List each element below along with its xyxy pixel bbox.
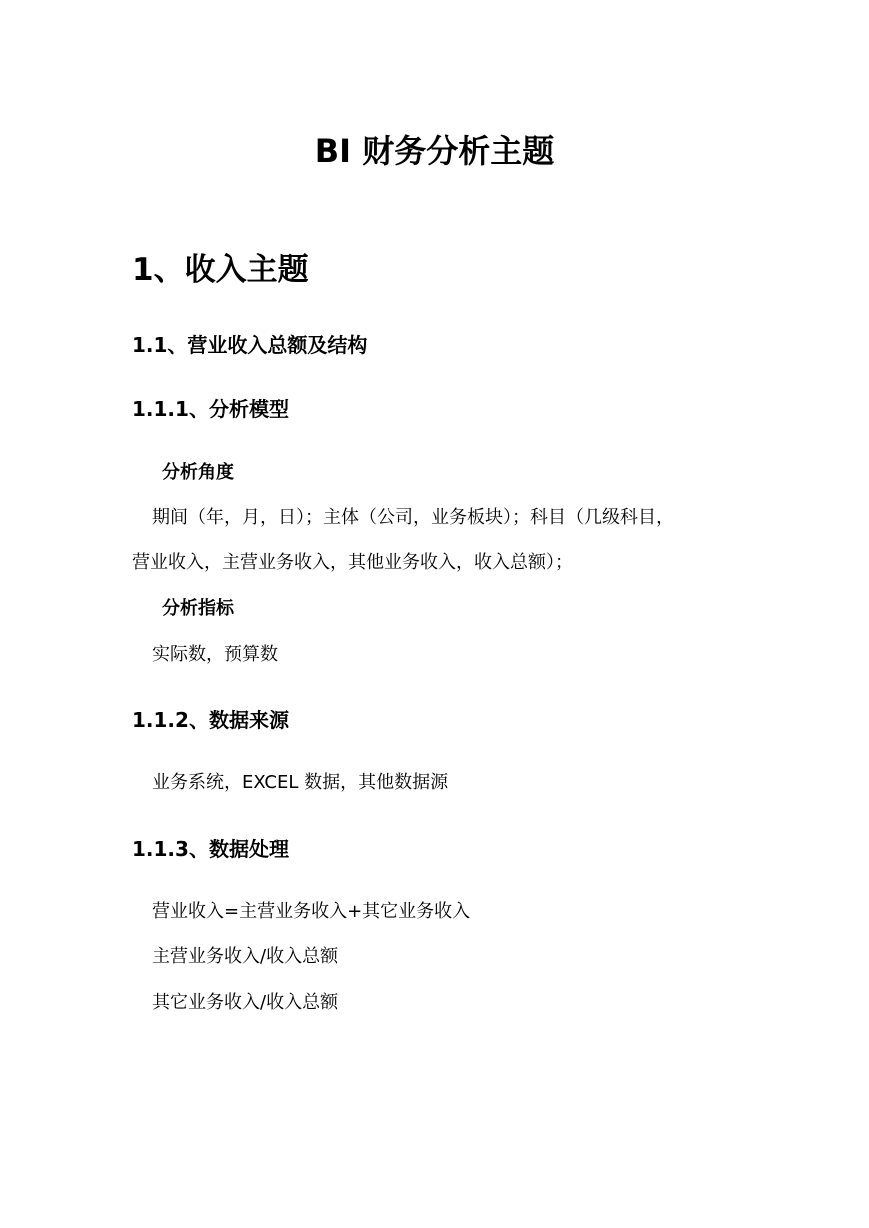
document-title: BI 财务分析主题 — [314, 132, 555, 170]
processing-formula-1: 营业收入=主营业务收入+其它业务收入 — [152, 901, 471, 922]
analysis-angle-line-2: 营业收入，主营业务收入，其他业务收入，收入总额）； — [132, 552, 573, 573]
label-analysis-indicator: 分析指标 — [162, 598, 234, 619]
label-analysis-angle: 分析角度 — [162, 462, 234, 483]
analysis-indicator-text: 实际数，预算数 — [152, 644, 278, 665]
heading-data-processing: 1.1.3、数据处理 — [132, 837, 289, 861]
processing-formula-3: 其它业务收入/收入总额 — [152, 992, 339, 1013]
subsection-heading-revenue-structure: 1.1、营业收入总额及结构 — [132, 333, 368, 357]
analysis-angle-line-1: 期间（年，月，日）；主体（公司，业务板块）；科目（几级科目， — [152, 507, 674, 528]
section-heading-income: 1、收入主题 — [132, 252, 309, 288]
heading-data-source: 1.1.2、数据来源 — [132, 708, 289, 732]
processing-formula-2: 主营业务收入/收入总额 — [152, 946, 339, 967]
data-source-text: 业务系统，EXCEL 数据，其他数据源 — [152, 772, 449, 793]
heading-analysis-model: 1.1.1、分析模型 — [132, 397, 289, 421]
